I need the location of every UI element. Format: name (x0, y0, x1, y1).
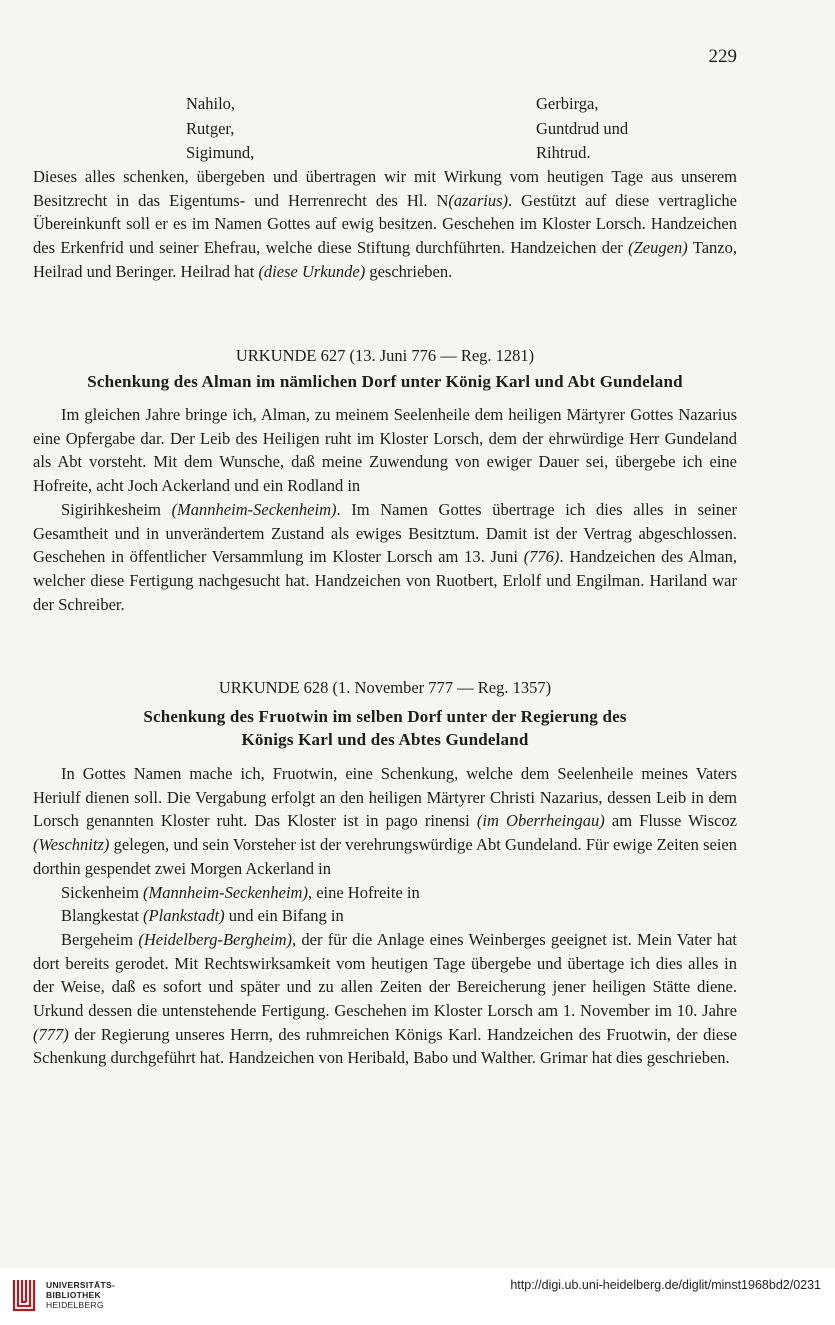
place-line: Blangkestat (Plankstadt) und ein Bifang in (61, 906, 344, 926)
urkunde-628-title (33, 705, 737, 751)
name-left: Nahilo, (186, 94, 236, 113)
urkunde-627-body (33, 403, 737, 616)
names-row (186, 141, 666, 166)
name-left: Sigimund, (186, 143, 255, 162)
urkunde-627-title: Schenkung des Alman im nämlichen Dorf unter König Karl und Abt Gundeland (87, 372, 683, 391)
name-right: Guntdrud und (536, 118, 629, 138)
urkunde-627-heading: URKUNDE 627 (13. Juni 776 — Reg. 1281) (235, 346, 535, 365)
library-footer (0, 1268, 835, 1325)
urkunde-627-paragraph-2: Sigirihkesheim (Mannheim-Seckenheim). Im Namen Gottes übertrage ich dies alles in seiner Gesamtheit und in unverändertem Zustand als ewiges Besitztum. Damit ist der Vertrag abgeschlossen. Geschehen in öffentlicher Versammlung im Kloster Lorsch am 13. Juni (776). Handzeichen des Alman, welcher diese Fertigung nachgesucht hat. Handzeichen von Ruotbert, Erlolf und Engilman. Hariland war der Schreiber. (33, 499, 738, 614)
urkunde-628-heading: URKUNDE 628 (1. November 777 — Reg. 1357) (218, 678, 552, 697)
source-url[interactable]: http://digi.ub.uni-heidelberg.de/diglit/minst1968bd2/0231 (510, 1278, 821, 1292)
name-right: Gerbirga, (536, 94, 599, 113)
urkunde-628-body (33, 762, 737, 1070)
witness-names (186, 92, 666, 166)
name-right: Rihtrud. (536, 143, 591, 162)
title-line: Schenkung des Fruotwin im selben Dorf unter der Regierung des (143, 707, 627, 726)
names-row (186, 92, 666, 117)
paragraph-donation-end: Dieses alles schenken, übergeben und übertragen wir mit Wirkung vom heutigen Tage aus unserem Besitzrecht in das Eigentums- und Herrenrecht des Hl. N(azarius). Gestützt auf diese vertragliche Übereinkunft soll er es im Namen Gottes auf ewig besitzen. Geschehen im Kloster Lorsch. Handzeichen des Erkenfrid und seiner Ehefrau, welche diese Stiftung durchführten. Handzeichen der (Zeugen) Tanzo, Heilrad und Beringer. Heilrad hat (diese Urkunde) geschrieben. (33, 167, 737, 281)
place-line: Sickenheim (Mannheim-Seckenheim), eine Hofreite in (61, 882, 420, 902)
names-row (186, 117, 666, 142)
library-logo-icon (8, 1274, 40, 1316)
name-left: Rutger, (186, 118, 235, 138)
title-line: Königs Karl und des Abtes Gundeland (241, 730, 529, 749)
urkunde-628-paragraph-1: In Gottes Namen mache ich, Fruotwin, eine Schenkung, welche dem Seelenheile meines Vaters Heriulf dienen soll. Die Vergabung erfolgt an den heiligen Märtyrer Christi Nazarius, dessen Leib in dem Lorsch genannten Kloster ruht. Das Kloster ist in pago rinensi (im Oberrheingau) am Flusse Wiscoz (Weschnitz) gelegen, und sein Vorsteher ist der verehrungswürdige Abt Gundeland. Für ewige Zeiten seien dorthin gespendet zwei Morgen Ackerland in (33, 764, 737, 878)
urkunde-628-paragraph-2: Bergeheim (Heidelberg-Bergheim), der für die Anlage eines Weinberges geeignet ist. Mein Vater hat dort bereits gerodet. Mit Rechtswirksamkeit vom heutigen Tage übergebe und übertage ich dies alles in der Weise, daß es sofort und später und zu allen Zeiten der Bereicherung jener heiligen Stätte diene. Urkund dessen die untenstehende Fertigung. Geschehen im Kloster Lorsch am 1. November im 10. Jahre (777) der Regierung unseres Herrn, des ruhmreichen Königs Karl. Handzeichen des Fruotwin, der diese Schenkung durchgeführt hat. Handzeichen von Heribald, Babo und Walther. Grimar hat dies geschrieben. (33, 929, 738, 1068)
library-name: UNIVERSITÄTS- BIBLIOTHEK HEIDELBERG (46, 1280, 116, 1310)
urkunde-627-paragraph-1: Im gleichen Jahre bringe ich, Alman, zu meinem Seelenheile dem heiligen Märtyrer Gottes Nazarius eine Opfergabe dar. Der Leib des Heiligen ruht im Kloster Lorsch, dem der ehrwürdige Herr Gundeland als Abt vorsteht. Mit dem Wunsche, daß meine Zuwendung von ewiger Dauer sei, übergebe ich eine Hofreite, acht Joch Ackerland und ein Rodland in (33, 405, 737, 496)
page-number: 229 (708, 46, 737, 67)
